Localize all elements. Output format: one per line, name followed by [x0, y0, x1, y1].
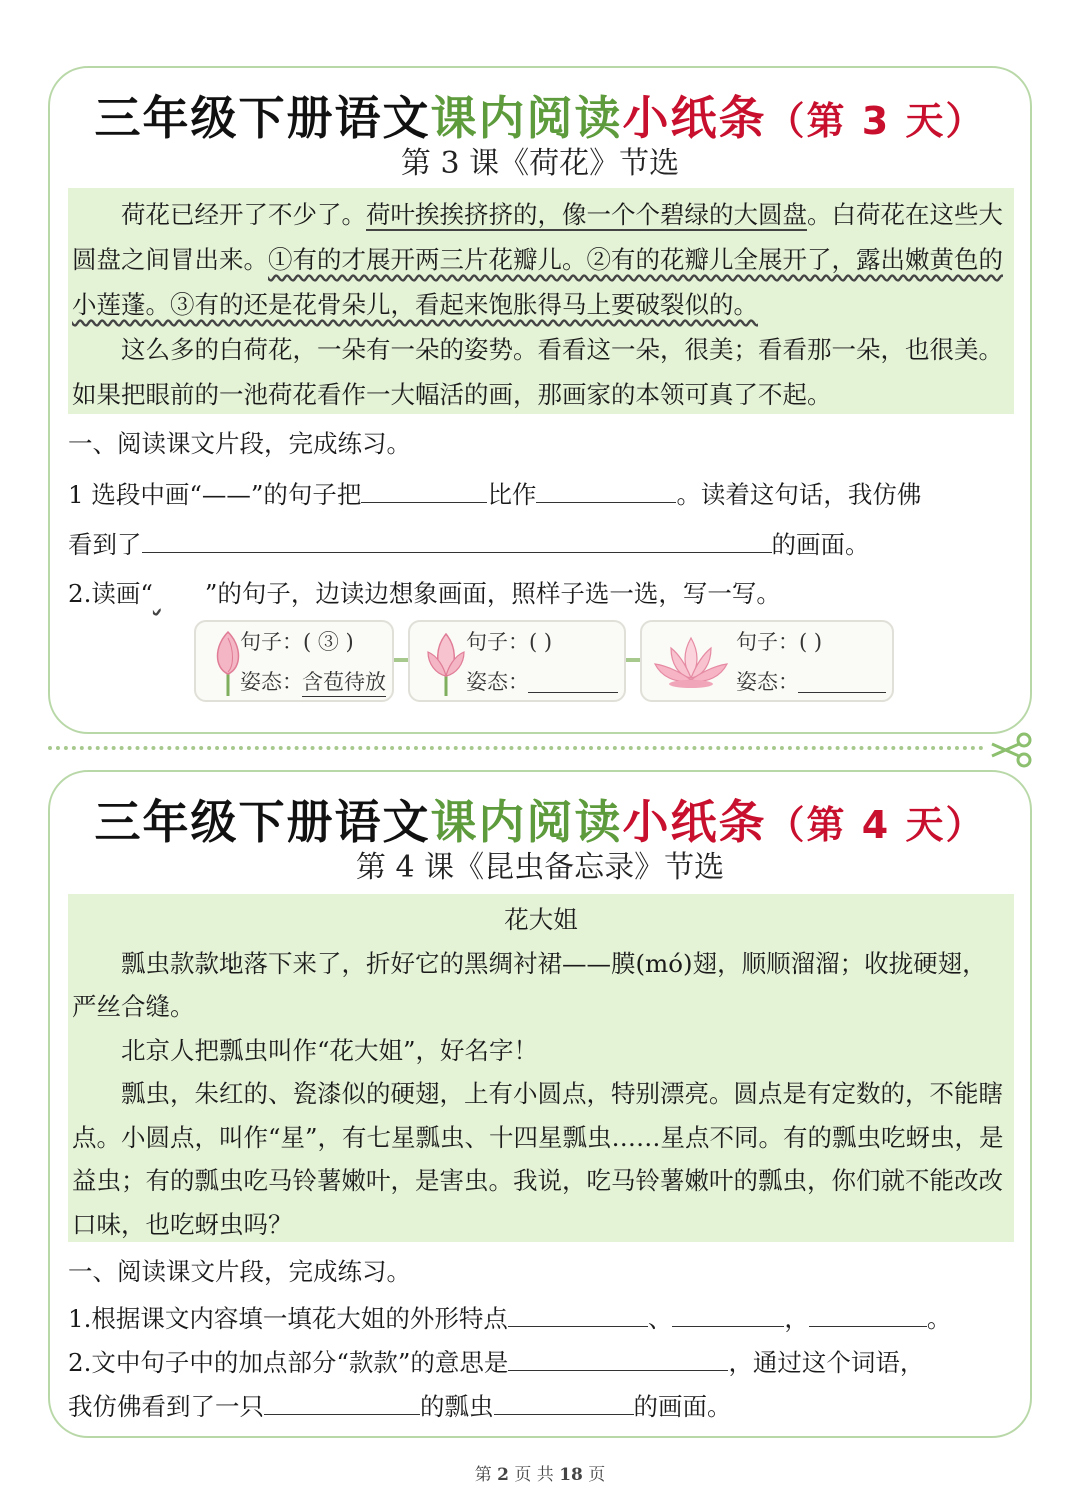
- answer-blank[interactable]: [536, 470, 676, 503]
- lotus-stage-3: [640, 620, 894, 702]
- passage-paragraph-2: 这么多的白荷花，一朵有一朵的姿势。看看这一朵，很美；看看那一朵，也很美。如果把眼前的一池荷花看作一大幅活的画，那画家的本领可真了不起。: [72, 335, 1003, 409]
- day4-card: [48, 770, 1032, 1438]
- stage-connector: [626, 658, 640, 662]
- day3-question-1-line1: [68, 470, 1014, 519]
- q1-text: 、: [647, 1304, 673, 1333]
- title-day: （第 4 天）: [766, 803, 986, 847]
- wavy-line-sample: [153, 570, 205, 618]
- stage-posture-answer[interactable]: 含苞待放: [302, 666, 386, 697]
- day3-question-2: [68, 570, 1014, 618]
- day4-question-2-line1: [68, 1338, 1014, 1387]
- q2-text: 的画面。: [633, 1392, 732, 1421]
- lotus-stages: [194, 620, 894, 702]
- passage-text: 。白荷花在这些大圆盘之间冒出来。: [72, 200, 1003, 274]
- answer-blank[interactable]: [142, 520, 772, 553]
- day4-subtitle: 第 4 课《昆虫备忘录》节选: [355, 850, 725, 885]
- day3-subtitle: 第 3 课《荷花》节选: [400, 146, 680, 181]
- answer-blank[interactable]: [672, 1294, 784, 1327]
- cut-dotted-line: [48, 746, 984, 750]
- stage-sentence: 句子：( ③ ): [240, 630, 354, 654]
- q2-text: ，通过这个词语，: [728, 1348, 925, 1377]
- stage-posture-answer[interactable]: [528, 666, 618, 693]
- day4-section-heading: 一、阅读课文片段，完成练习。: [68, 1257, 411, 1286]
- stage-sentence: 句子：( ): [736, 630, 823, 654]
- passage-paragraph-2: 北京人把瓢虫叫作“花大姐”，好名字！: [121, 1035, 539, 1065]
- q1-text: ，: [784, 1304, 809, 1333]
- lotus-full-bloom-icon: [648, 628, 734, 696]
- passage-paragraph-1: [72, 942, 1010, 1029]
- page-number: 2: [497, 1465, 509, 1485]
- title-part3: 小纸条: [622, 91, 767, 145]
- passage-paragraph-1: [72, 192, 1010, 327]
- wavy-underlined-sentences: ①有的才展开两三片花瓣儿。②有的花瓣儿全展开了，露出嫩黄色的小莲蓬。③有的还是花骨朵儿，看起来饱胀得马上要破裂似的。: [72, 245, 1003, 319]
- answer-blank[interactable]: [494, 1382, 634, 1415]
- answer-blank[interactable]: [508, 1294, 648, 1327]
- q2-text: 的瓢虫: [420, 1392, 494, 1421]
- dotted-char: 款 •: [170, 949, 195, 978]
- title-part2: 课内阅读: [430, 795, 623, 849]
- scissors-icon: [988, 732, 1036, 768]
- underlined-sentence: 荷叶挨挨挤挤的，像一个个碧绿的大圆盘: [366, 200, 807, 229]
- stage-sentence: 句子：( ): [466, 630, 553, 654]
- day3-passage: [68, 188, 1014, 414]
- title-part2: 课内阅读: [430, 91, 623, 145]
- q1-text: 看到了: [68, 530, 142, 559]
- answer-blank[interactable]: [508, 1338, 728, 1371]
- lotus-stage-1: [194, 620, 394, 702]
- q2-text: ”的句子，边读边想象画面，照样子选一选，写一写。: [204, 579, 781, 608]
- q1-text: 1.根据课文内容填一填花大姐的外形特点: [68, 1304, 508, 1333]
- dotted-char: 款 •: [195, 949, 220, 978]
- passage-paragraph-3: 瓢虫，朱红的、瓷漆似的硬翅，上有小圆点，特别漂亮。圆点是有定数的，不能瞎点。小圆点，叫作“星”，有七星瓢虫、十四星瓢虫……星点不同。有的瓢虫吃蚜虫，是益虫；有的瓢虫吃马铃薯嫩叶，是害虫。我说，吃马铃薯嫩叶的瓢虫，你们就不能改改口味，也吃蚜虫吗？: [72, 1079, 1004, 1239]
- footer-text: 页 共: [514, 1465, 554, 1485]
- q1-text: 1 选段中画“——”的句子把: [68, 480, 362, 509]
- day4-question-2-line2: [68, 1382, 1014, 1431]
- day3-section-heading: 一、阅读课文片段，完成练习。: [68, 429, 411, 458]
- title-part1: 三年级下册语文: [94, 91, 431, 145]
- footer-text: 页: [588, 1465, 606, 1485]
- day4-question-1: [68, 1294, 1014, 1343]
- title-part3: 小纸条: [622, 795, 767, 849]
- footer-text: 第: [474, 1465, 492, 1485]
- q2-text: 我仿佛看到了一只: [68, 1392, 264, 1421]
- q1-text: 。: [926, 1304, 952, 1333]
- page-footer: [0, 1460, 1080, 1485]
- stage-posture-label: 姿态：: [466, 670, 529, 694]
- stage-posture-label: 姿态：: [240, 670, 303, 694]
- day3-question-1-line2: [68, 520, 1014, 569]
- total-pages: 18: [559, 1465, 583, 1485]
- passage-text: 地落下来了，折好它的黑绸衬裙——膜(mó)翅，顺顺溜溜；收拢硬翅，严丝合缝。: [72, 948, 987, 1021]
- passage-text: 荷花已经开了不少了。: [121, 200, 366, 229]
- title-part1: 三年级下册语文: [94, 795, 431, 849]
- q2-text: 2.读画“: [68, 579, 153, 608]
- passage-text: 瓢虫: [121, 948, 170, 978]
- answer-blank[interactable]: [361, 470, 487, 503]
- stage-connector: [394, 658, 408, 662]
- q1-text: 。读着这句话，我仿佛: [676, 480, 922, 509]
- answer-blank[interactable]: [809, 1294, 927, 1327]
- stage-posture-answer[interactable]: [798, 666, 886, 693]
- day4-passage: [68, 894, 1014, 1242]
- q1-text: 的画面。: [771, 530, 870, 559]
- q2-text: 2.文中句子中的加点部分“款款”的意思是: [68, 1348, 509, 1377]
- q1-text: 比作: [487, 480, 537, 509]
- day3-card: [48, 66, 1032, 734]
- title-day: （第 3 天）: [766, 99, 986, 143]
- lotus-stage-2: [408, 620, 626, 702]
- passage-heading: 花大姐: [504, 905, 578, 934]
- stage-posture-label: 姿态：: [736, 670, 799, 694]
- answer-blank[interactable]: [264, 1382, 420, 1415]
